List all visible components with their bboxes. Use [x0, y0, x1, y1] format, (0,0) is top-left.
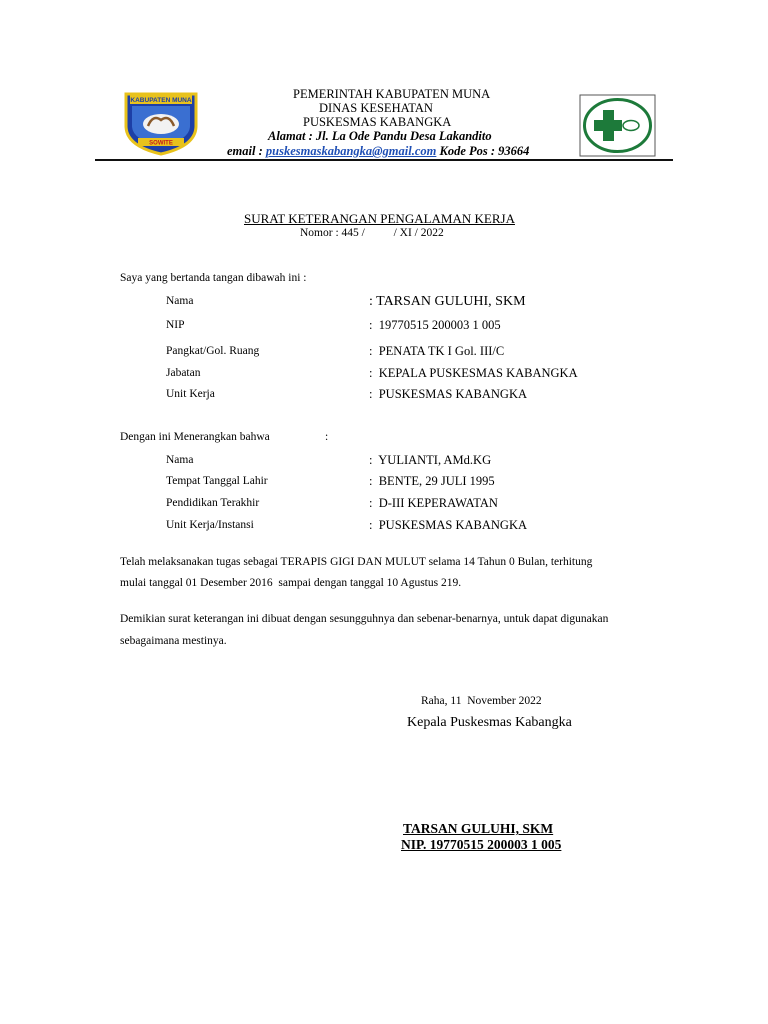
- signer-position-value: : KEPALA PUSKESMAS KABANGKA: [369, 366, 578, 380]
- subject-birth-label: Tempat Tanggal Lahir: [166, 475, 268, 487]
- kabupaten-muna-logo: [120, 88, 202, 156]
- signer-name-value: : TARSAN GULUHI, SKM: [369, 294, 526, 309]
- signer-nip-value: : 19770515 200003 1 005: [369, 318, 501, 332]
- paragraph-duty-line2: mulai tanggal 01 Desember 2016 sampai dengan tanggal 10 Agustus 219.: [120, 577, 462, 589]
- header-government: PEMERINTAH KABUPATEN MUNA: [293, 87, 491, 101]
- postal-code: Kode Pos : 93664: [439, 144, 530, 158]
- signer-rank-label: Pangkat/Gol. Ruang: [166, 345, 260, 357]
- paragraph-duty-line1: Telah melaksanakan tugas sebagai TERAPIS GIGI DAN MULUT selama 14 Tahun 0 Bulan, terhitung: [120, 556, 593, 568]
- email-label: email :: [227, 144, 263, 158]
- subject-birth-value: : BENTE, 29 JULI 1995: [369, 474, 495, 488]
- header-puskesmas: PUSKESMAS KABANGKA: [303, 115, 452, 129]
- subject-education-value: : D-III KEPERAWATAN: [369, 496, 498, 510]
- signer-name-label: Nama: [166, 295, 194, 307]
- email-link[interactable]: puskesmaskabangka@gmail.com: [265, 144, 437, 158]
- letter-number: Nomor : 445 / / XI / 2022: [300, 227, 444, 239]
- signer-unit-value: : PUSKESMAS KABANGKA: [369, 387, 528, 401]
- subject-name-value: : YULIANTI, AMd.KG: [369, 453, 492, 467]
- intro-text: Saya yang bertanda tangan dibawah ini :: [120, 272, 307, 284]
- header-department: DINAS KESEHATAN: [319, 101, 433, 115]
- signature-nip: NIP. 19770515 200003 1 005: [401, 837, 562, 852]
- signer-position-title: Kepala Puskesmas Kabangka: [407, 715, 572, 730]
- subject-unit-label: Unit Kerja/Instansi: [166, 519, 254, 531]
- paragraph-closing-line2: sebagaimana mestinya.: [120, 635, 227, 647]
- header-divider: [95, 159, 673, 161]
- header-contact: [227, 144, 529, 159]
- subject-name-label: Nama: [166, 454, 194, 466]
- letter-title: SURAT KETERANGAN PENGALAMAN KERJA: [244, 211, 515, 226]
- logo-left-bottom-text: SOWITE: [149, 140, 173, 147]
- signature-name: TARSAN GULUHI, SKM: [403, 821, 554, 836]
- paragraph-closing-line1: Demikian surat keterangan ini dibuat dengan sesungguhnya dan sebenar-benarnya, untuk dapat digunakan: [120, 613, 609, 625]
- declare-colon: :: [325, 431, 329, 443]
- header-address: Alamat : Jl. La Ode Pandu Desa Lakandito: [268, 129, 492, 143]
- declare-text: Dengan ini Menerangkan bahwa: [120, 431, 270, 443]
- place-date: Raha, 11 November 2022: [421, 695, 542, 707]
- subject-unit-value: : PUSKESMAS KABANGKA: [369, 518, 528, 532]
- signer-nip-label: NIP: [166, 319, 185, 331]
- logo-left-top-text: KABUPATEN MUNA: [130, 97, 192, 104]
- signer-position-label: Jabatan: [166, 367, 201, 379]
- subject-education-label: Pendidikan Terakhir: [166, 497, 260, 509]
- signer-rank-value: : PENATA TK I Gol. III/C: [369, 344, 505, 358]
- signer-unit-label: Unit Kerja: [166, 388, 215, 400]
- puskesmas-logo: [579, 94, 656, 157]
